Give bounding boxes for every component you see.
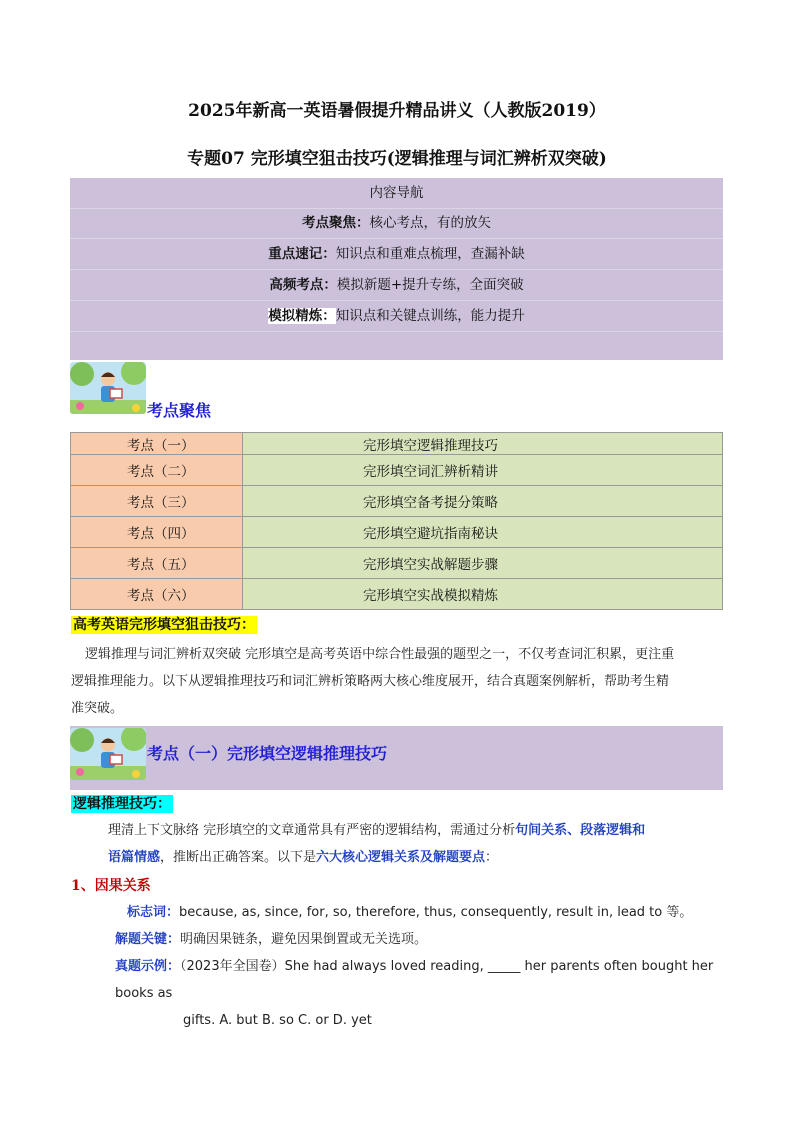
focus-table (70, 432, 723, 610)
focus-section-title: 考点聚焦 (147, 401, 212, 420)
content-navigation-box (70, 178, 723, 360)
nav-item-text: 知识点和重难点梳理，查漏补缺 (335, 246, 525, 262)
section1-title: 考点（一）完形填空逻辑推理技巧 (147, 744, 388, 763)
nav-heading: 内容导航 (70, 178, 723, 209)
point-topic: 完形填空实战模拟精炼 (243, 579, 723, 610)
table-row (71, 486, 723, 517)
point-topic: 完形填空避坑指南秘诀 (243, 517, 723, 548)
reading-child-illustration (70, 362, 146, 414)
nav-item (70, 239, 723, 270)
point-label: 考点（六） (71, 579, 243, 610)
point-label: 考点（四） (71, 517, 243, 548)
nav-item (70, 208, 723, 239)
document-title: 2025年新高一英语暑假提升精品讲义（人教版2019） (188, 101, 606, 121)
nav-item-text: 模拟新题+提升专练，全面突破 (336, 277, 524, 293)
point-topic: 完形填空逻辑推理技巧 (243, 433, 723, 455)
nav-item (70, 270, 723, 301)
point-topic: 完形填空实战解题步骤 (243, 548, 723, 579)
nav-item-text: 知识点和关键点训练，能力提升 (335, 308, 525, 324)
document-subtitle: 专题07 完形填空狙击技巧(逻辑推理与词汇辨析双突破) (187, 149, 607, 169)
table-row (71, 579, 723, 610)
nav-item-label: 考点聚焦： (302, 215, 370, 231)
reading-child-illustration (70, 728, 146, 780)
nav-item-text: 核心考点，有的放矢 (369, 215, 491, 231)
table-row (71, 548, 723, 579)
cause-effect-heading: 1、因果关系 (71, 878, 151, 894)
key-point-line: 解题关键：明确因果链条，避免因果倒置或无关选项。 (115, 932, 428, 947)
exam-example: 真题示例：（2023年全国卷）She had always loved reading, _____ her parents often bought her books as gifts. A. but B. so C. or D. yet (115, 959, 714, 1028)
marker-words-line: 标志词：because, as, since, for, so, therefore, thus, consequently, result in, lead to 等。 (127, 905, 693, 920)
point-label: 考点（三） (71, 486, 243, 517)
nav-item-label: 重点速记： (268, 246, 336, 262)
intro-paragraph: 逻辑推理与词汇辨析双突破 完形填空是高考英语中综合性最强的题型之一，不仅考查词汇积累，更注重 逻辑推理能力。以下从逻辑推理技巧和词汇辨析策略两大核心维度展开，结合真题案例解析，帮助考生精 准突破。 (71, 647, 675, 716)
logic-skills-label: 逻辑推理技巧： (73, 796, 171, 812)
table-row (71, 455, 723, 486)
nav-item (70, 301, 723, 332)
point-topic: 完形填空备考提分策略 (243, 486, 723, 517)
point-topic: 完形填空词汇辨析精讲 (243, 455, 723, 486)
logic-paragraph: 理清上下文脉络 完形填空的文章通常具有严密的逻辑结构，需通过分析句间关系、段落逻辑和 语篇情感，推断出正确答案。以下是六大核心逻辑关系及解题要点： (108, 823, 646, 865)
table-row (71, 433, 723, 455)
nav-item-label: 模拟精炼： (268, 308, 336, 324)
nav-item-label: 高频考点： (269, 277, 337, 293)
point-label: 考点（二） (71, 455, 243, 486)
intro-label: 高考英语完形填空狙击技巧： (73, 617, 255, 633)
table-row (71, 517, 723, 548)
point-label: 考点（五） (71, 548, 243, 579)
point-label: 考点（一） (71, 433, 243, 455)
